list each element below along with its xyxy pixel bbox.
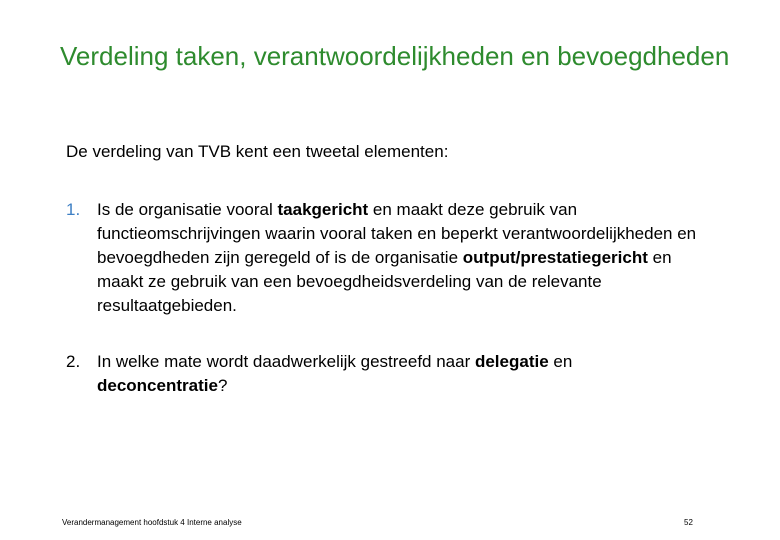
footer-source: Verandermanagement hoofdstuk 4 Interne analyse (62, 518, 242, 527)
list-item-text: Is de organisatie vooral taakgericht en maakt deze gebruik van functieomschrijvingen waarin vooral taken en beperkt verantwoordelijkheden en bevoegdheden zijn geregeld of is de organisatie output/prestatiegericht en maakt ze gebruik van een bevoegdheidsverdeling van de relevante resultaatgebieden. (97, 200, 697, 315)
list-item (66, 198, 706, 318)
list-item-text: In welke mate wordt daadwerkelijk gestreefd naar delegatie en deconcentratie? (97, 352, 573, 395)
list-item-number: 2. (66, 352, 81, 371)
list-item-number: 1. (66, 200, 81, 219)
list-item (66, 350, 706, 398)
intro-text: De verdeling van TVB kent een tweetal elementen: (66, 142, 449, 161)
slide-title: Verdeling taken, verantwoordelijkheden en bevoegdheden (60, 41, 730, 71)
page-number: 52 (684, 518, 693, 527)
